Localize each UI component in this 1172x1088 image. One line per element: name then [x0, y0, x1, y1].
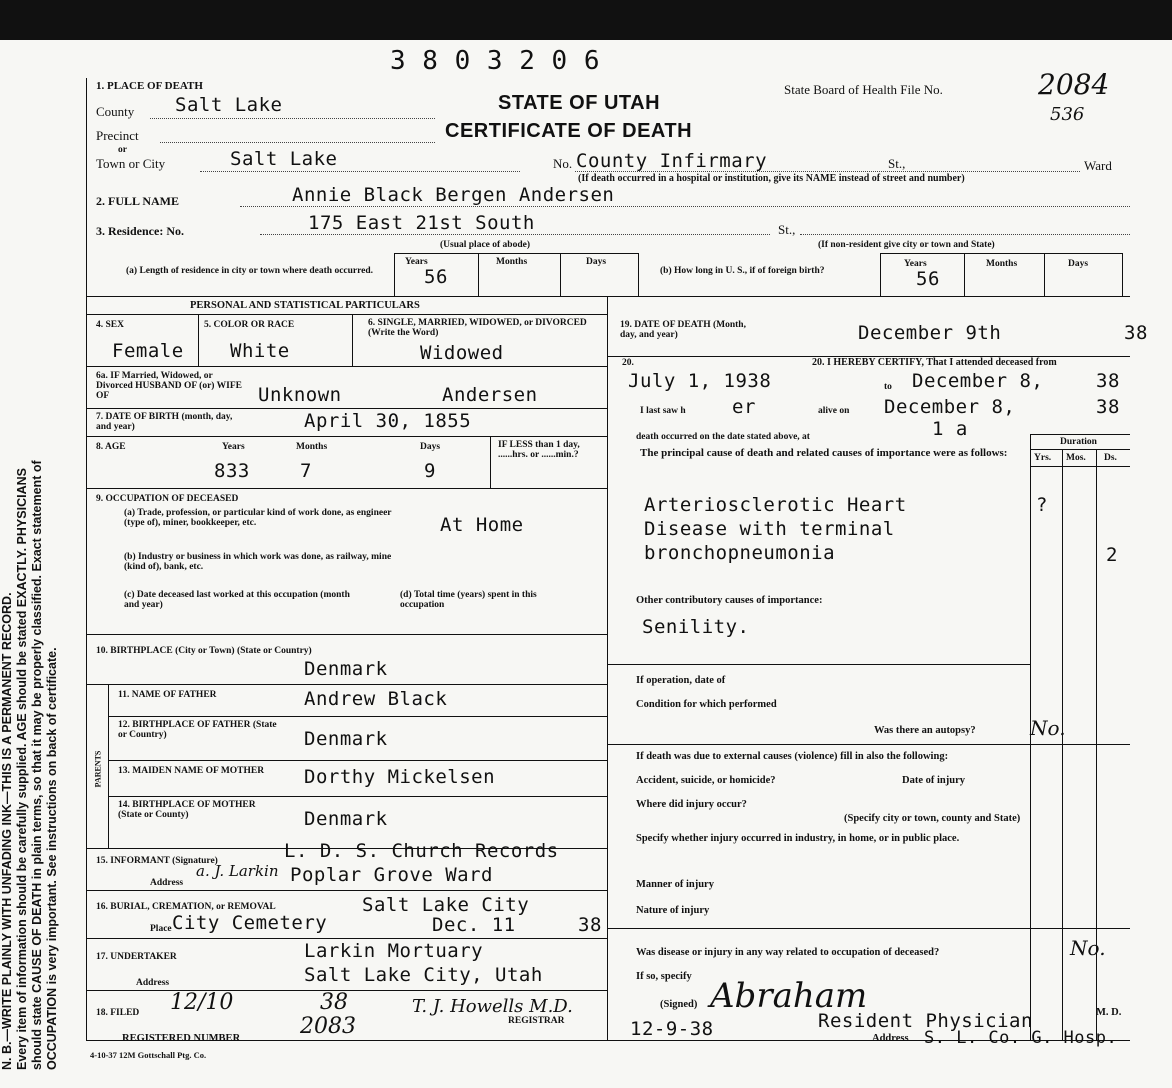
residence-label: 3. Residence: No.	[96, 224, 184, 238]
burial-year: 38	[578, 914, 602, 936]
father-value: Andrew Black	[304, 688, 448, 710]
alive-year: 38	[1096, 396, 1120, 418]
box-rule	[394, 253, 638, 254]
ds-label: Ds.	[1104, 453, 1117, 463]
attended-to-year: 38	[1096, 370, 1120, 392]
hospital-note: (If death occurred in a hospital or institution, give its NAME instead of street and number)	[578, 173, 965, 184]
rule	[108, 760, 607, 761]
nonresident-note: (If non-resident give city or town and State)	[818, 240, 995, 250]
marital-label: 6. SINGLE, MARRIED, WIDOWED, or DIVORCED (Write the Word)	[368, 318, 587, 338]
rule	[86, 938, 607, 939]
autopsy-value: No.	[1030, 716, 1066, 740]
res-months-label: Months	[496, 257, 528, 267]
mother-bp-value: Denmark	[304, 808, 388, 830]
accident-label: Accident, suicide, or homicide?	[636, 775, 776, 786]
condition-label: Condition for which performed	[636, 699, 777, 710]
to-label: to	[884, 382, 892, 392]
dob-value: April 30, 1855	[304, 410, 472, 432]
rule	[108, 716, 607, 717]
mother-value: Dorthy Mickelsen	[304, 766, 496, 788]
file-label: State Board of Health File No.	[784, 82, 943, 97]
us-years-label: Years	[904, 259, 927, 269]
side-line-1: N. B.—WRITE PLAINLY WITH UNFADING INK—THIS IS A PERMANENT RECORD.	[0, 592, 14, 1070]
rule	[352, 314, 353, 366]
residence-st-label: St.,	[778, 222, 796, 237]
dod-year: 38	[1124, 322, 1148, 344]
rule	[86, 366, 607, 367]
side-line-2: Every item of information should be carefully supplied. AGE should be stated EXACTLY. PHYSICIANS	[15, 468, 29, 1070]
cause-3-duration: 2	[1106, 544, 1118, 566]
or-label: or	[118, 145, 127, 155]
occ-a-label: (a) Trade, profession, or particular kind of work done, as engineer (type of), miner, bookkeeper, etc.	[124, 508, 392, 528]
file-number: 2084	[1038, 68, 1110, 101]
death-hour: 1 a	[932, 418, 968, 440]
age-years: 833	[214, 460, 250, 482]
physician-signature: Abraham	[710, 976, 868, 1016]
printer-note: 4-10-37 12M Gottschall Ptg. Co.	[90, 1050, 207, 1060]
us-years-value: 56	[916, 268, 940, 290]
county-label: County	[96, 104, 135, 119]
external-label: If death was due to external causes (violence) fill in also the following:	[636, 751, 949, 762]
file-sub-number: 536	[1050, 104, 1085, 125]
sex-value: Female	[112, 340, 184, 362]
where-label: Where did injury occur?	[636, 799, 747, 810]
rule	[86, 408, 607, 409]
rule	[86, 488, 607, 489]
us-months-label: Months	[986, 259, 1018, 269]
box-rule	[964, 253, 965, 296]
registered-label: REGISTERED NUMBER	[122, 1033, 241, 1044]
institution-value: County Infirmary	[576, 150, 768, 172]
alive-label: alive on	[818, 406, 850, 416]
box-rule	[880, 253, 881, 296]
rule	[86, 436, 607, 437]
no-label: No.	[553, 156, 573, 171]
burial-place: City Cemetery	[172, 912, 328, 934]
res-days-label: Days	[586, 257, 607, 267]
certify-label: 20. I HEREBY CERTIFY, That I attended deceased from	[812, 357, 1057, 368]
last-saw-value: er	[732, 396, 756, 418]
rule	[86, 890, 607, 891]
father-bp-label: 12. BIRTHPLACE OF FATHER (State or Country)	[118, 720, 277, 740]
occurred-label: death occurred on the date stated above, at	[636, 432, 810, 442]
rule	[86, 314, 607, 315]
manner-label: Manner of injury	[636, 879, 714, 890]
father-bp-value: Denmark	[304, 728, 388, 750]
spouse-label: 6a. IF Married, Widowed, or Divorced HUSBAND OF (or) WIFE OF	[96, 371, 243, 401]
serial-number: 3 8 0 3 2 0 6	[390, 46, 600, 76]
rule	[86, 684, 607, 685]
informant-label: 15. INFORMANT (Signature)	[96, 856, 218, 866]
sex-label: 4. SEX	[96, 320, 124, 330]
dod-label: 19. DATE OF DEATH (Month, day, and year)	[620, 320, 746, 340]
mother-bp-label: 14. BIRTHPLACE OF MOTHER (State or County)	[118, 800, 256, 820]
full-name-line	[240, 206, 1130, 207]
age-months: 7	[300, 460, 312, 482]
signed-date: 12-9-38	[630, 1018, 714, 1040]
signed-label: (Signed)	[660, 999, 698, 1010]
contrib-label: Other contributory causes of importance:	[636, 595, 823, 606]
box-rule	[638, 253, 639, 296]
parents-label: PARENTS	[93, 750, 103, 788]
box-rule	[1122, 253, 1123, 296]
filed-year: 38	[320, 990, 348, 1015]
birthplace-label: 10. BIRTHPLACE (City or Town) (State or Country)	[96, 646, 312, 656]
undertaker-address-label: Address	[136, 978, 170, 988]
box-rule	[560, 253, 561, 296]
yrs-label: Yrs.	[1034, 453, 1052, 463]
side-instructions	[0, 70, 60, 1070]
dod-value: December 9th	[858, 322, 1002, 344]
filed-label: 18. FILED	[96, 1008, 140, 1018]
town-line	[200, 171, 520, 172]
age-label: 8. AGE	[96, 442, 126, 452]
side-line-4: OCCUPATION is very important. See instructions on back of certificate.	[45, 647, 59, 1070]
occupation-value: At Home	[440, 514, 524, 536]
precinct-label: Precinct	[96, 128, 139, 143]
rule	[108, 796, 607, 797]
undertaker-value: Larkin Mortuary	[304, 940, 484, 962]
dob-label: 7. DATE OF BIRTH (month, day, and year)	[96, 412, 233, 432]
occ-disease-value: No.	[1070, 936, 1106, 960]
certify-20: 20.	[622, 358, 634, 368]
rule	[607, 928, 1130, 929]
race-label: 5. COLOR OR RACE	[204, 320, 295, 330]
filed-date: 12/10	[170, 990, 234, 1015]
less-label: IF LESS than 1 day, ......hrs. or ......min.?	[498, 440, 580, 460]
cause-line-2: Disease with terminal	[644, 518, 895, 540]
box-rule	[478, 253, 479, 296]
mother-label: 13. MAIDEN NAME OF MOTHER	[118, 766, 265, 776]
residence-line	[260, 234, 770, 235]
injury-date-label: Date of injury	[902, 775, 965, 786]
place-section-label: 1. PLACE OF DEATH	[96, 80, 203, 92]
father-label: 11. NAME OF FATHER	[118, 690, 217, 700]
personal-header: PERSONAL AND STATISTICAL PARTICULARS	[190, 300, 420, 311]
spouse-first: Unknown	[258, 384, 342, 406]
last-saw-label: I last saw h	[640, 406, 686, 416]
frame-left	[86, 78, 87, 1040]
precinct-line	[160, 142, 435, 143]
town-value: Salt Lake	[230, 148, 338, 170]
specify-label: Specify whether injury occurred in industry, in home, or in public place.	[636, 833, 960, 844]
operation-label: If operation, date of	[636, 675, 726, 686]
town-label: Town or City	[96, 156, 166, 171]
parents-rule	[108, 684, 109, 848]
undertaker-label: 17. UNDERTAKER	[96, 952, 177, 962]
residence-line-2	[800, 234, 1130, 235]
burial-label: 16. BURIAL, CREMATION, or REMOVAL	[96, 902, 276, 912]
nature-label: Nature of injury	[636, 905, 710, 916]
if-so-label: If so, specify	[636, 971, 692, 982]
marital-value: Widowed	[420, 342, 504, 364]
birthplace-value: Denmark	[304, 658, 388, 680]
specify-note: (Specify city or town, county and State)	[844, 813, 1021, 824]
full-name-label: 2. FULL NAME	[96, 194, 180, 208]
rule	[86, 634, 607, 635]
registrar-label: REGISTRAR	[508, 1016, 565, 1026]
rule	[1030, 449, 1130, 450]
occ-d-label: (d) Total time (years) spent in this occupation	[400, 590, 537, 610]
box-rule	[880, 253, 1122, 254]
rule	[1030, 466, 1130, 467]
county-value: Salt Lake	[175, 94, 283, 116]
scan-border-top	[0, 0, 1172, 40]
res-years-value: 56	[424, 266, 448, 288]
age-months-label: Months	[296, 442, 328, 452]
burial-date: Dec. 11	[432, 914, 516, 936]
race-value: White	[230, 340, 290, 362]
burial-city: Salt Lake City	[362, 894, 530, 916]
box-rule	[394, 253, 395, 296]
occupation-label: 9. OCCUPATION OF DECEASED	[96, 494, 239, 504]
attended-to: December 8,	[912, 370, 1044, 392]
attended-from: July 1, 1938	[628, 370, 772, 392]
informant-value: L. D. S. Church Records	[284, 840, 559, 862]
informant-address-label: Address	[150, 878, 184, 888]
burial-place-label: Place	[150, 924, 172, 934]
rule	[198, 314, 199, 366]
cause-label: The principal cause of death and related causes of importance were as follows:	[640, 447, 1008, 459]
box-rule	[1044, 253, 1045, 296]
cause-1-duration: ?	[1036, 494, 1048, 516]
rule-top-section	[86, 296, 1130, 297]
full-name-value: Annie Black Bergen Andersen	[292, 184, 615, 206]
cause-line-1: Arteriosclerotic Heart	[644, 494, 907, 516]
side-line-3: should state CAUSE OF DEATH in plain terms, so that it may be properly classified. Exact statement of	[30, 460, 44, 1070]
occ-b-label: (b) Industry or business in which work was done, as railway, mine (kind of), bank, etc.	[124, 552, 392, 572]
us-label: (b) How long in U. S., if of foreign birth?	[660, 266, 825, 276]
institution-line	[575, 171, 1080, 172]
rule	[607, 744, 1130, 745]
ward-label: Ward	[1084, 158, 1112, 173]
alive-on: December 8,	[884, 396, 1016, 418]
spouse-last: Andersen	[442, 384, 538, 406]
physician-title: Resident Physician	[818, 1010, 1033, 1032]
md-label: M. D.	[1096, 1007, 1122, 1018]
length-label: (a) Length of residence in city or town where death occurred.	[126, 266, 374, 276]
st-label: St.,	[888, 156, 906, 171]
autopsy-label: Was there an autopsy?	[874, 725, 976, 736]
occ-disease-label: Was disease or injury in any way related to occupation of deceased?	[636, 947, 940, 958]
mos-label: Mos.	[1066, 453, 1086, 463]
age-years-label: Years	[222, 442, 245, 452]
duration-label: Duration	[1060, 437, 1097, 447]
usual-note: (Usual place of abode)	[440, 240, 530, 250]
contrib-value: Senility.	[642, 616, 750, 638]
rule	[607, 664, 1030, 665]
registrar-signature: T. J. Howells M.D.	[412, 996, 573, 1017]
informant-signature: a. J. Larkin	[196, 862, 279, 880]
physician-address-label: Address	[872, 1033, 909, 1044]
rule	[1030, 434, 1130, 435]
us-days-label: Days	[1068, 259, 1089, 269]
res-years-label: Years	[405, 257, 428, 267]
certificate-title: CERTIFICATE OF DEATH	[445, 120, 693, 142]
undertaker-address: Salt Lake City, Utah	[304, 964, 543, 986]
occ-c-label: (c) Date deceased last worked at this occupation (month and year)	[124, 590, 350, 610]
rule	[490, 436, 491, 488]
cause-line-3: bronchopneumonia	[644, 542, 836, 564]
age-days: 9	[424, 460, 436, 482]
residence-value: 175 East 21st South	[308, 212, 535, 234]
county-line	[150, 118, 435, 119]
informant-address: Poplar Grove Ward	[290, 864, 493, 886]
physician-address: S. L. Co. G. Hosp.	[924, 1028, 1118, 1048]
state-title: STATE OF UTAH	[498, 92, 661, 114]
age-days-label: Days	[420, 442, 441, 452]
registered-number: 2083	[300, 1014, 356, 1039]
